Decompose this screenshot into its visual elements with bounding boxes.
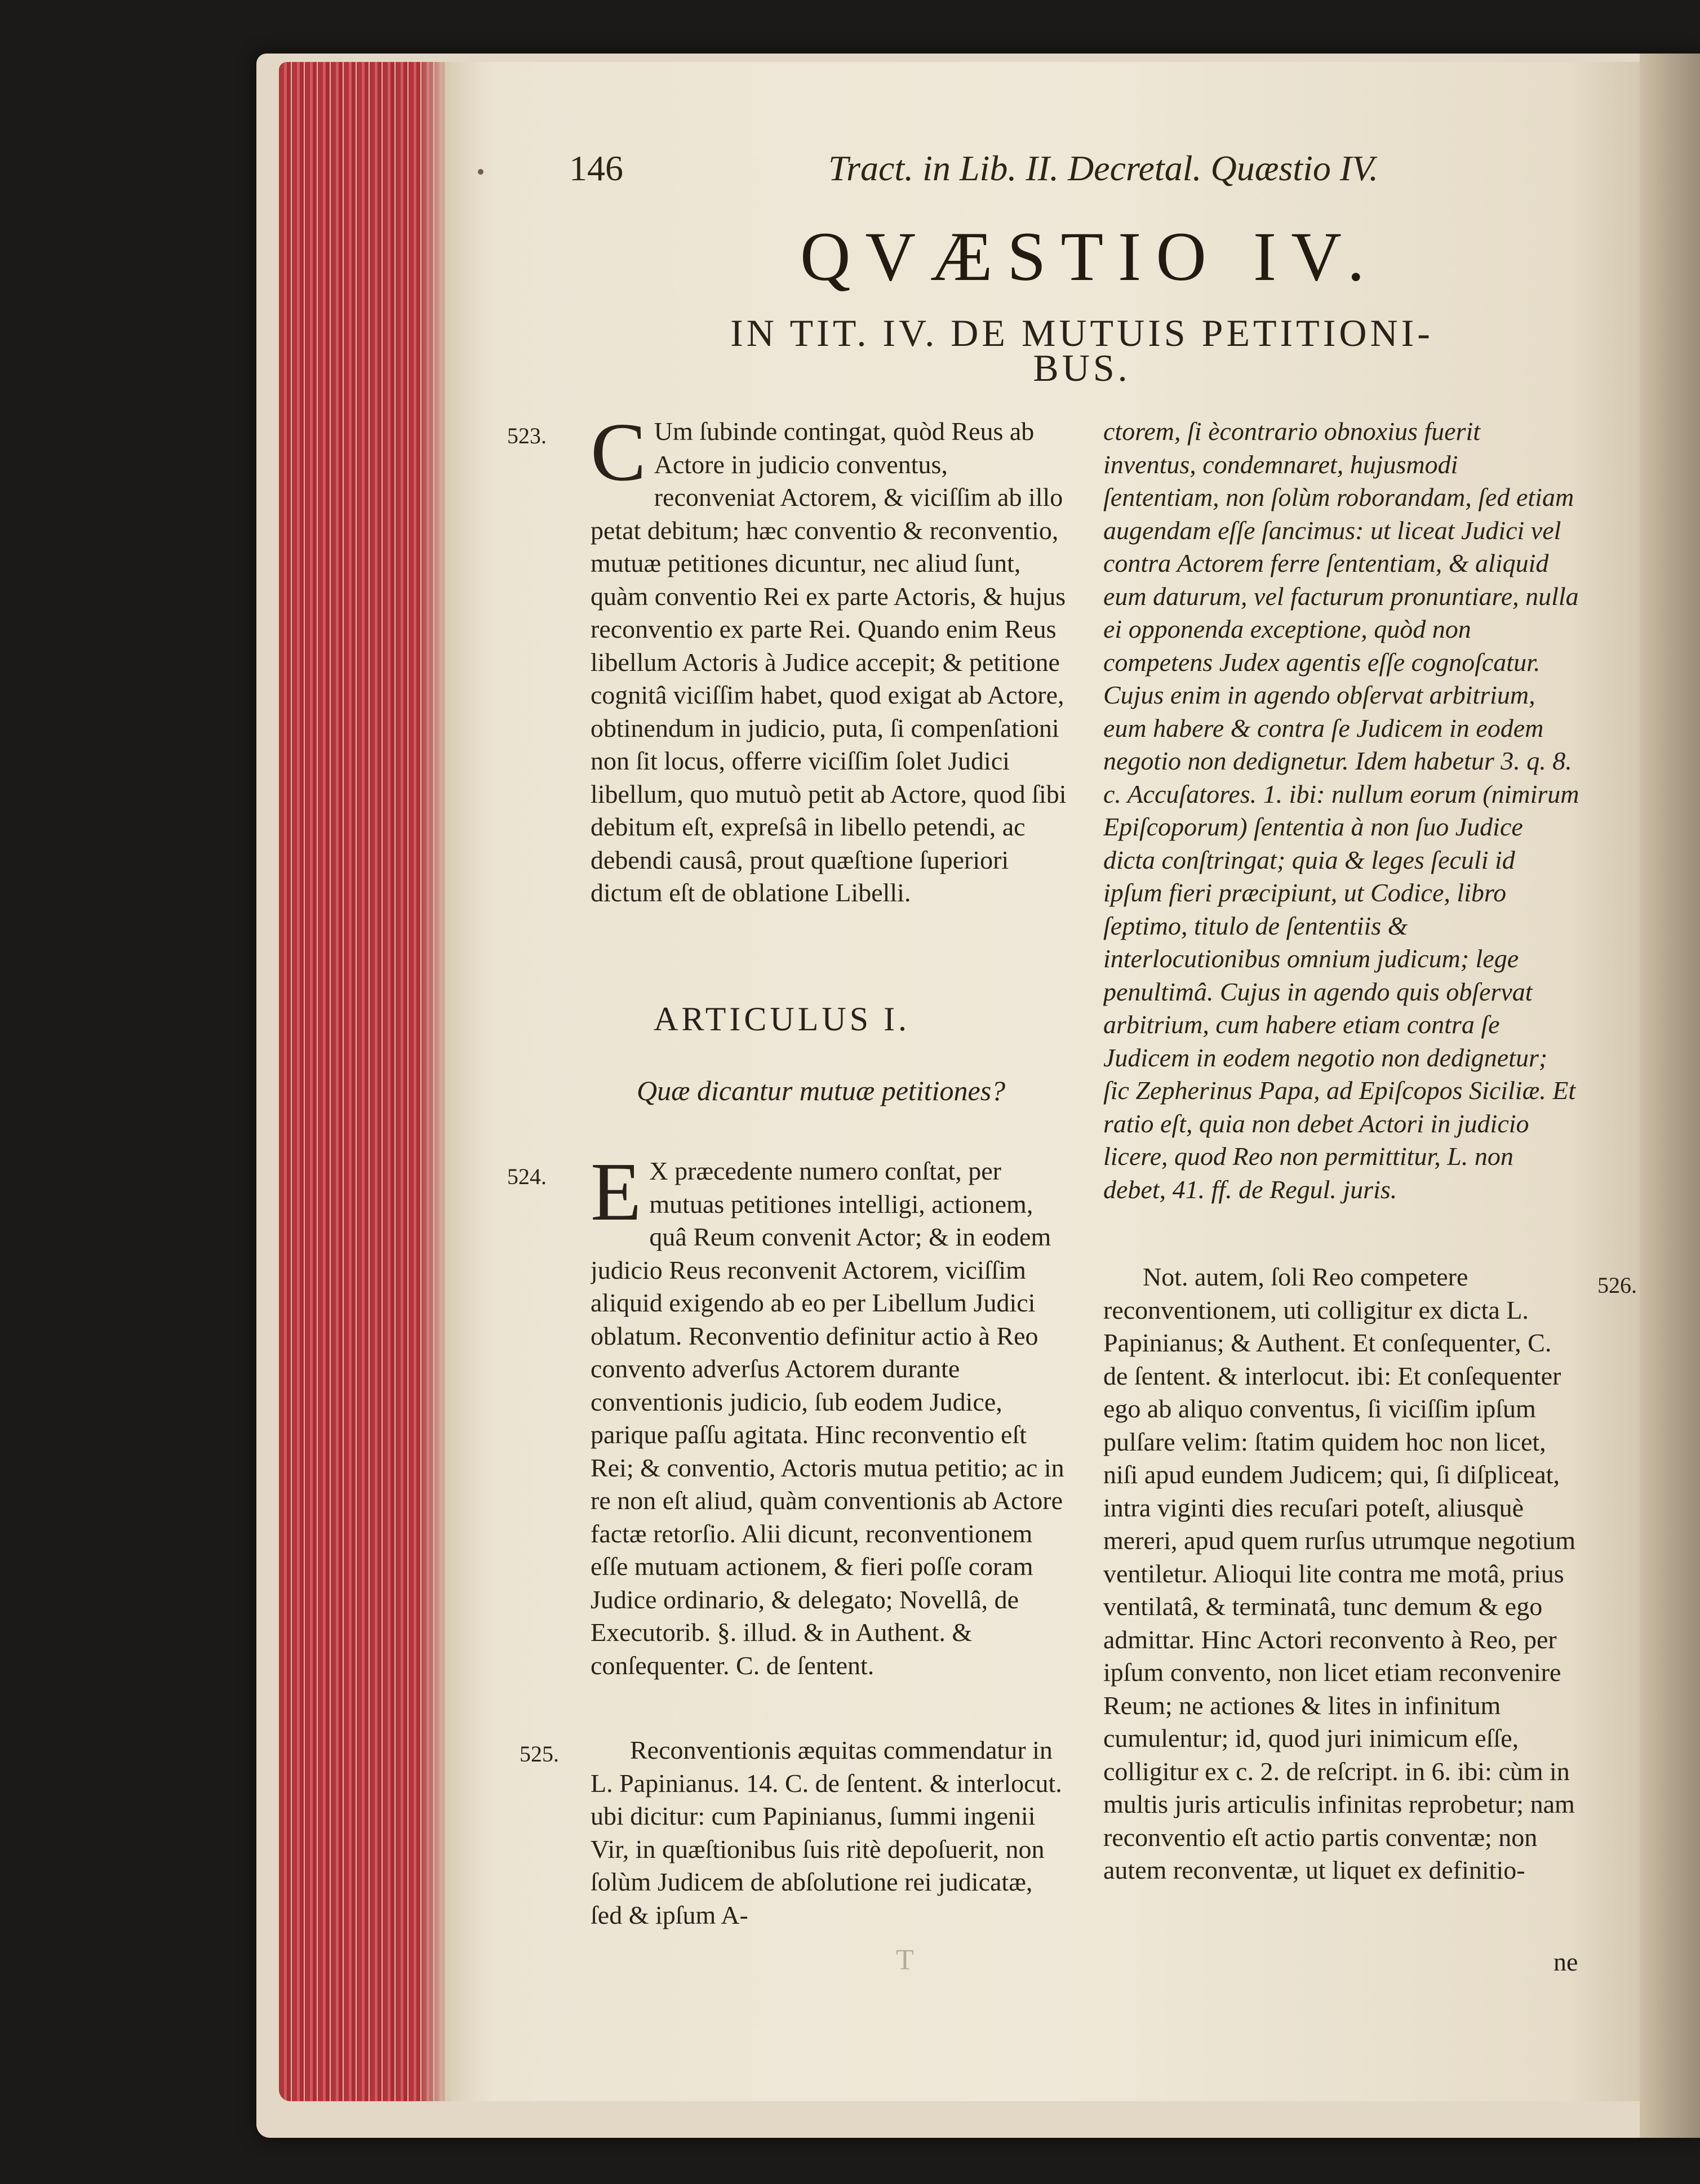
paragraph-524 — [591, 1155, 1069, 1718]
margin-number-525: 525. — [520, 1741, 559, 1767]
facing-page-edge — [1640, 54, 1700, 2138]
paragraph-526-text: Not. autem, ſoli Reo competere reconventionem, uti colligitur ex dicta L. Papinianus; & Authent. Et conſequenter, C. de ſentent. & interlocut. ibi: Et conſequenter ego ab aliquo conventus, ſi viciſſim ipſum pulſare velim: ſtatim quidem hoc non licet, niſi apud eundem Judicem; qui, ſi diſpliceat, intra viginti dies recuſari poteſt, aliusquè mereri, apud quem rurſus utrumque negotium ventiletur. Alioqui lite contra me motâ, prius ventilatâ, & terminatâ, tunc demum & ego admittar. Hinc Actori reconvento à Reo, per ipſum convento, non licet etiam reconvenire Reum; ne actiones & lites in infinitum cumulentur; id, quod juri inimicum eſſe, colligitur ex c. 2. de reſcript. in 6. ibi: cùm in multis juris articulis infinitas reprobetur; nam reconventio eſt actio partis conventæ; non autem reconventæ, ut liquet ex definitio- — [1103, 1262, 1576, 1884]
paragraph-525-text: Reconventionis æquitas commendatur in L. Papinianus. 14. C. de ſentent. & interlocut. ubi dicitur: cum Papinianus, ſummi ingenii Vir, in quæſtionibus ſuis ritè depoſuerit, non ſolùm Judicem de abſolutione rei judicatæ, ſed & ipſum A- — [591, 1736, 1062, 1929]
paragraph-524-text: X præcedente numero conſtat, per mutuas petitiones intelligi, actionem, quâ Reum convenit Actor; & in eodem judicio Reus reconvenit Actorem, viciſſim aliquid exigendo ab eo per Libellum Judici oblatum. Reconventio definitur actio à Reo convento adverſus Actorem durante conventionis judicio, ſub eodem Judice, parique paſſu agitata. Hinc reconventio eſt Rei; & conventio, Actoris mutua petitio; ac in re non eſt aliud, quàm conventionis ab Actore factæ retorſio. Alii dicunt, reconventionem eſſe mutuam actionem, & fieri poſſe coram Judice ordinario, & delegato; Novellâ, de Executorib. §. illud. & in Authent. & conſequenter. C. de ſentent. — [591, 1157, 1064, 1680]
right-paragraph-text: ctorem, ſi ècontrario obnoxius fuerit inventus, condemnaret, hujusmodi ſententiam, non ſolùm roborandam, ſed etiam augendam eſſe ſancimus: ut liceat Judici vel contra Actorem ferre ſententiam, & aliquid eum daturum, vel facturum pronuntiare, nulla ei opponenda exceptione, quòd non competens Judex agentis eſſe cognoſcatur. Cujus enim in agendo obſervat arbitrium, eum habere & contra ſe Judicem in eodem negotio non dedignetur. Idem habetur 3. q. 8. c. Accuſatores. 1. ibi: nullum eorum (nimirum Epiſcoporum) ſententia à non ſuo Judice dicta conſtringat; quia & leges ſeculi id ipſum fieri præcipiunt, ut Codice, libro ſeptimo, titulo de ſententiis & interlocutionibus omnium judicum; lege penultimâ. Cujus in agendo quis obſervat arbitrium, cum habere etiam contra ſe Judicem in eodem negotio non dedignetur; ſic Zepherinus Papa, ad Epiſcopos Siciliæ. Et ratio eſt, quia non debet Actori in judicio licere, quod Reo non permittitur, L. non debet, 41. ff. de Regul. juris. — [1103, 417, 1579, 1204]
margin-number-526: 526. — [1597, 1273, 1637, 1298]
page-number: 146 — [569, 148, 623, 188]
subtitle-line-1: IN TIT. IV. DE MUTUIS PETITIONI- — [730, 312, 1433, 354]
running-title: Tract. in Lib. II. Decretal. Quæstio IV. — [828, 148, 1378, 188]
drop-cap-c: C — [591, 415, 646, 499]
article-heading: ARTICULUS I. — [654, 1000, 911, 1038]
drop-cap-e: E — [591, 1155, 642, 1238]
gutter-shade — [417, 62, 451, 2101]
paragraph-526 — [1103, 1261, 1579, 1937]
catchword: ne — [1553, 1947, 1578, 1976]
paragraph-525 — [591, 1734, 1069, 1937]
paragraph-523 — [591, 415, 1069, 967]
paragraph-523-text: Um ſubinde contingat, quòd Reus ab Actore in judicio conventus, reconveniat Actorem, & viciſſim ab illo petat debitum; hæc conventio & reconventio, mutuæ petitiones dicuntur, nec aliud ſunt, quàm conventio Rei ex parte Actoris, & hujus reconventio ex parte Rei. Quando enim Reus libellum Actoris à Judice accepit; & petitione cognitâ viciſſim habet, quod exigat ab Actore, obtinendum in judicio, puta, ſi compenſationi non ſit locus, offerre viciſſim ſolet Judici libellum, quo mutuò petit ab Actore, quod ſibi debitum eſt, expreſsâ in libello petendi, ac debendi causâ, prout quæſtione ſuperiori dictum eſt de oblatione Libelli. — [591, 417, 1067, 907]
subtitle-line-2: BUS. — [1033, 346, 1131, 389]
page-title: QVÆSTIO IV. — [800, 218, 1379, 295]
margin-number-523: 523. — [507, 423, 547, 448]
signature-mark: T — [896, 1944, 914, 1976]
article-question: Quæ dicantur mutuæ petitiones? — [637, 1075, 1006, 1106]
section-subtitle — [713, 312, 1451, 389]
margin-number-524: 524. — [507, 1164, 547, 1189]
right-paragraph-continued — [1103, 415, 1579, 1226]
ink-spot — [478, 169, 483, 175]
